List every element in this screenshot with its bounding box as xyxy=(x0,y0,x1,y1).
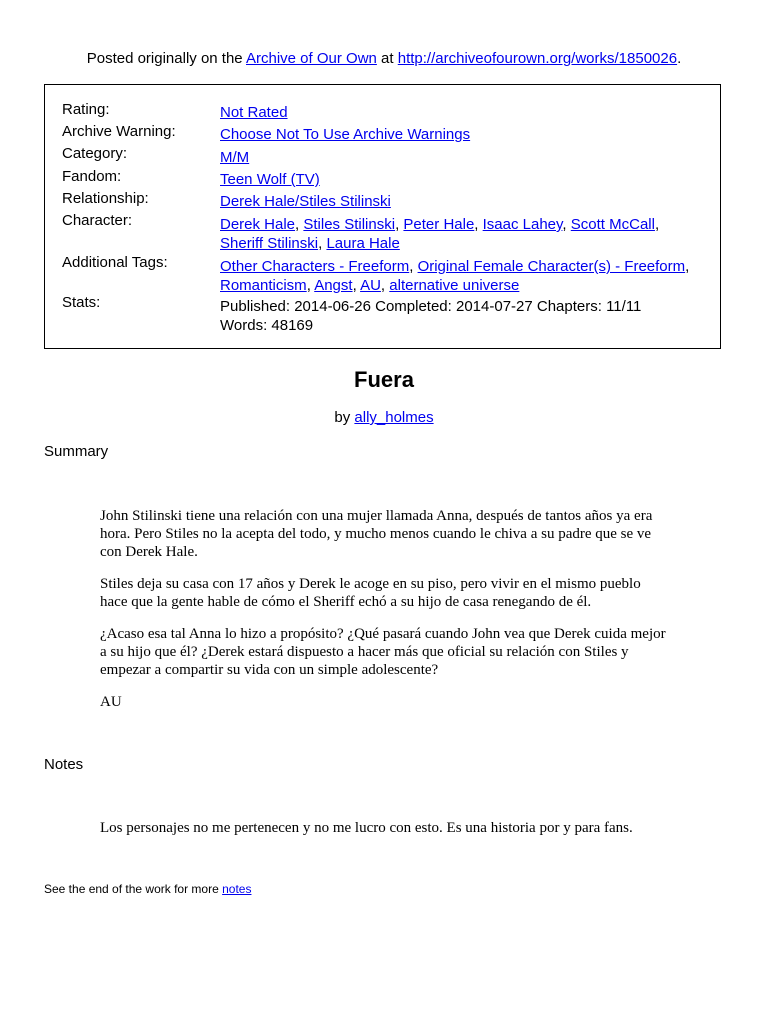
tag-link[interactable]: alternative universe xyxy=(389,277,520,294)
tag-link[interactable]: AU xyxy=(360,277,381,294)
notes-heading: Notes xyxy=(44,756,84,773)
notes-link[interactable]: notes xyxy=(222,882,252,896)
rating-label: Rating: xyxy=(62,101,110,118)
stats-value xyxy=(220,297,700,335)
stats-line-1: Published: 2014-06-26 Completed: 2014-07-27 Chapters: 11/11 xyxy=(220,298,642,315)
posted-originally-line xyxy=(0,49,768,69)
character-list: Derek Hale, Stiles Stilinski, Peter Hale, Isaac Lahey, Scott McCall, Sheriff Stilinski, Laura Hale xyxy=(220,216,660,252)
tag-link[interactable]: Other Characters - Freeform xyxy=(220,258,410,275)
summary-text xyxy=(100,507,670,711)
character-link[interactable]: Stiles Stilinski xyxy=(303,216,396,233)
work-metadata-box xyxy=(44,84,721,349)
character-link[interactable]: Peter Hale xyxy=(403,216,475,233)
summary-paragraph: AU xyxy=(100,694,122,710)
category-label: Category: xyxy=(62,145,128,162)
work-url-link[interactable]: http://archiveofourown.org/works/1850026 xyxy=(397,50,678,67)
stats-label: Stats: xyxy=(62,294,101,311)
end-notes-pointer xyxy=(44,881,251,897)
category-link[interactable]: M/M xyxy=(220,149,250,166)
tag-link[interactable]: Romanticism xyxy=(220,277,307,294)
byline xyxy=(0,408,768,428)
author-link[interactable]: ally_holmes xyxy=(354,409,434,426)
tags-list: Other Characters - Freeform, Original Female Character(s) - Freeform, Romanticism, Angst, AU, alternative universe xyxy=(220,258,690,294)
character-link[interactable]: Sheriff Stilinski xyxy=(220,235,319,252)
fandom-label: Fandom: xyxy=(62,168,122,185)
summary-paragraph: John Stilinski tiene una relación con una mujer llamada Anna, después de tantos años ya era hora. Pero Stiles no la acepta del todo, y mucho menos cuando le chiva a su padre que se ve con Derek Hale. xyxy=(100,508,653,560)
relationship-link[interactable]: Derek Hale/Stiles Stilinski xyxy=(220,193,391,210)
character-link[interactable]: Derek Hale xyxy=(220,216,296,233)
archive-link[interactable]: Archive of Our Own xyxy=(246,50,377,67)
character-label: Character: xyxy=(62,212,133,229)
character-link[interactable]: Laura Hale xyxy=(326,235,400,252)
rating-link[interactable]: Not Rated xyxy=(220,104,288,121)
summary-paragraph: Stiles deja su casa con 17 años y Derek le acoge en su piso, pero vivir en el mismo pueblo hace que la gente hable de cómo el Sheriff echó a su hijo de casa renegando de él. xyxy=(100,576,641,610)
character-link[interactable]: Isaac Lahey xyxy=(482,216,563,233)
stats-line-2: Words: 48169 xyxy=(220,317,314,334)
character-link[interactable]: Scott McCall xyxy=(570,216,655,233)
notes-text: Los personajes no me pertenecen y no me lucro con esto. Es una historia por y para fans. xyxy=(100,820,633,836)
posted-suffix: . xyxy=(677,50,682,67)
tags-label: Additional Tags: xyxy=(62,254,168,271)
posted-prefix: Posted originally on the xyxy=(86,50,246,67)
work-title: Fuera xyxy=(354,367,414,392)
fandom-link[interactable]: Teen Wolf (TV) xyxy=(220,171,320,188)
warning-label: Archive Warning: xyxy=(62,123,176,140)
by-prefix: by xyxy=(334,409,355,426)
summary-paragraph: ¿Acaso esa tal Anna lo hizo a propósito? ¿Qué pasará cuando John vea que Derek cuida mejor a su hijo que él? ¿Derek estará dispuesto a hacer más que oficial su relación con Stiles y empezar a compartir su vida con un simple adolescente? xyxy=(100,626,666,678)
warning-link[interactable]: Choose Not To Use Archive Warnings xyxy=(220,126,471,143)
tag-link[interactable]: Angst xyxy=(314,277,353,294)
posted-middle: at xyxy=(376,50,398,67)
end-notes-prefix: See the end of the work for more xyxy=(44,882,223,896)
tag-link[interactable]: Original Female Character(s) - Freeform xyxy=(417,258,686,275)
relationship-label: Relationship: xyxy=(62,190,149,207)
summary-heading: Summary xyxy=(44,443,109,460)
